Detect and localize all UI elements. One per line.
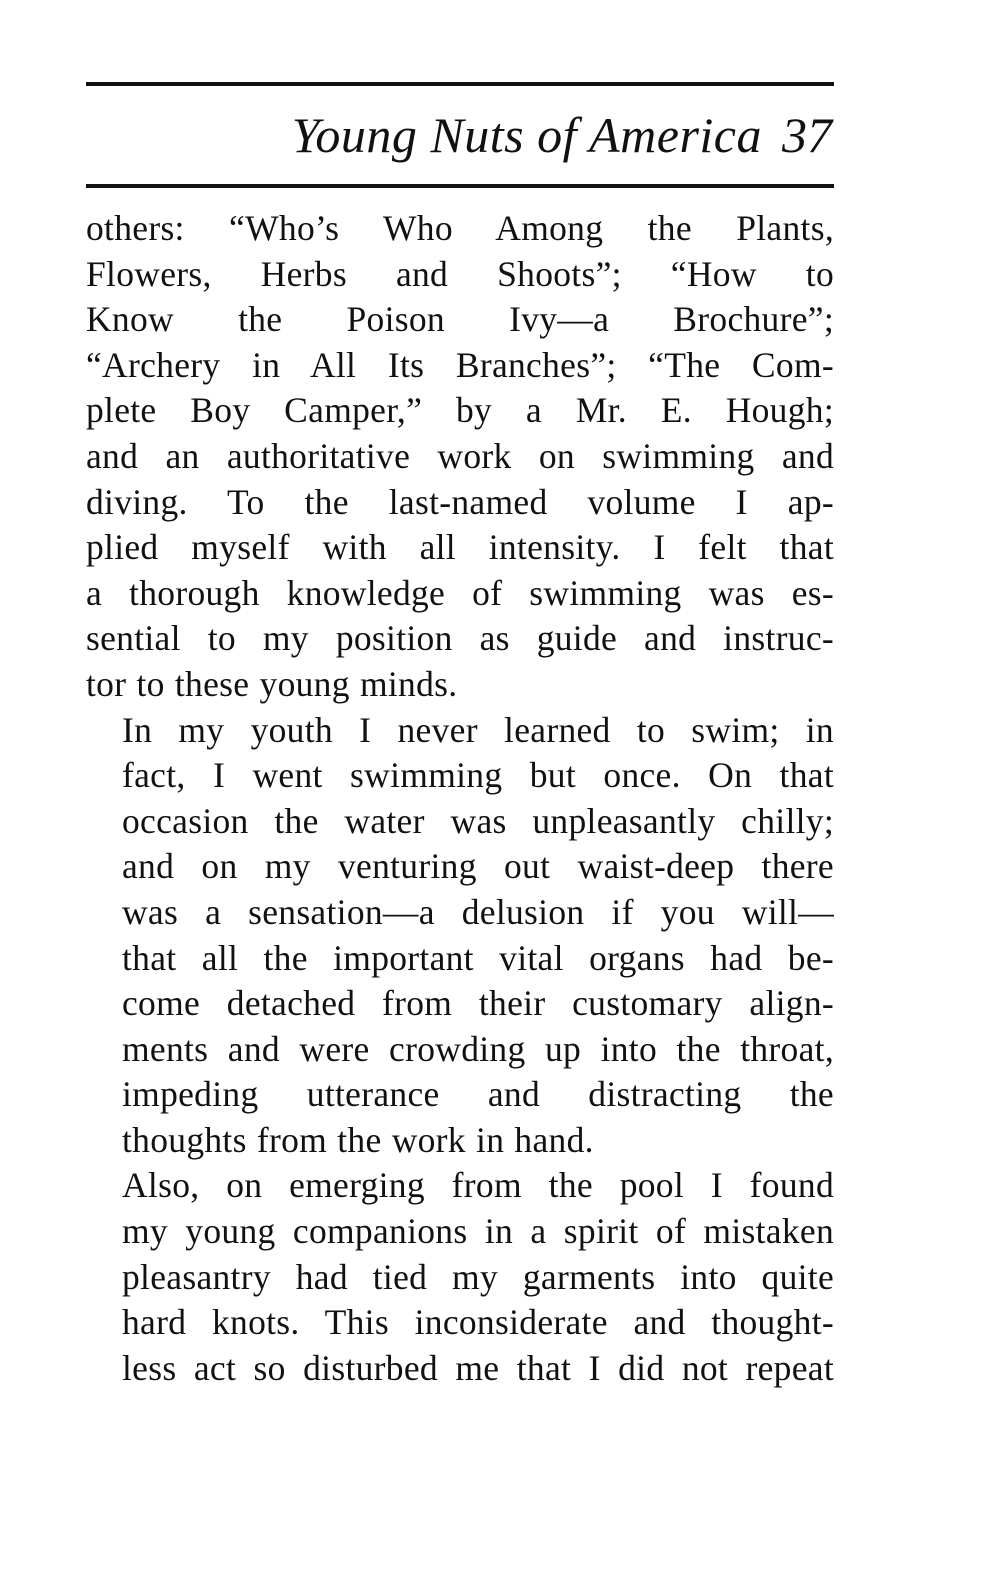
paragraph-2 bbox=[86, 708, 834, 1164]
text-line: my young companions in a spirit of mistaken bbox=[122, 1211, 834, 1252]
text-line: was a sensation—a delusion if you will— bbox=[122, 891, 834, 932]
text-line: thoughts from the work in hand. bbox=[122, 1119, 594, 1160]
book-page bbox=[86, 82, 834, 1391]
text-line: “Archery in All Its Branches”; “The Com- bbox=[86, 344, 834, 385]
text-line: and an authoritative work on swimming and bbox=[86, 435, 834, 476]
text-line: less act so disturbed me that I did not repeat bbox=[122, 1347, 834, 1388]
text-line: a thorough knowledge of swimming was es- bbox=[86, 572, 834, 613]
paragraph-3 bbox=[86, 1163, 834, 1391]
text-line: and on my venturing out waist-deep there bbox=[122, 846, 834, 887]
text-line: others: “Who’s Who Among the Plants, bbox=[86, 208, 834, 248]
text-line: ments and were crowding up into the throat, bbox=[122, 1028, 834, 1069]
text-line: fact, I went swimming but once. On that bbox=[122, 755, 834, 796]
text-line: Know the Poison Ivy—a Brochure”; bbox=[86, 299, 834, 340]
text-line: occasion the water was unpleasantly chilly; bbox=[122, 800, 834, 841]
text-line: sential to my position as guide and instruc- bbox=[86, 618, 834, 659]
paragraph-1 bbox=[86, 206, 834, 708]
text-line: impeding utterance and distracting the bbox=[122, 1074, 834, 1115]
text-line: Also, on emerging from the pool I found bbox=[122, 1165, 834, 1206]
text-line: In my youth I never learned to swim; in bbox=[122, 709, 834, 750]
text-line: hard knots. This inconsiderate and thought- bbox=[122, 1302, 834, 1343]
text-line: that all the important vital organs had be- bbox=[122, 937, 834, 978]
running-title: Young Nuts of America bbox=[291, 107, 762, 163]
text-line: plete Boy Camper,” by a Mr. E. Hough; bbox=[86, 390, 834, 431]
text-line: plied myself with all intensity. I felt that bbox=[86, 527, 834, 568]
text-line: pleasantry had tied my garments into quite bbox=[122, 1256, 834, 1297]
text-line: come detached from their customary align- bbox=[122, 983, 834, 1024]
body-text bbox=[86, 206, 834, 1391]
text-line: tor to these young minds. bbox=[86, 663, 458, 704]
text-line: diving. To the last-named volume I ap- bbox=[86, 481, 834, 522]
page-number: 37 bbox=[782, 107, 832, 163]
text-line: Flowers, Herbs and Shoots”; “How to bbox=[86, 253, 834, 294]
header-bottom-rule bbox=[86, 184, 834, 188]
running-head bbox=[86, 86, 834, 184]
